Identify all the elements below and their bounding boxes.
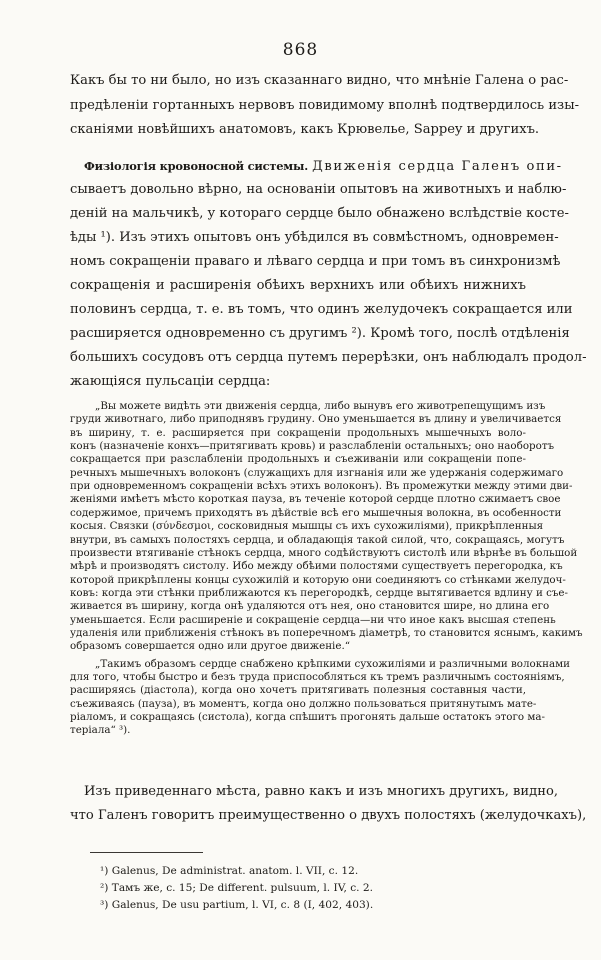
quote-line: теріала“ ³). <box>70 724 131 737</box>
section-heading: Физіологія кровоносной системы. <box>84 159 308 173</box>
quote-line: ріаломъ, и сокращаясь (систола), когда спѣшитъ прогонять дальше остатокъ этого ма- <box>70 711 545 724</box>
page-number: 868 <box>282 40 319 60</box>
quote-line: съеживаясь (пауза), въ моментъ, когда оно должно пользоваться притянутымъ мате- <box>70 697 537 710</box>
text-line: большихъ сосудовъ отъ сердца путемъ перерѣзки, онъ наблюдалъ продол- <box>70 350 587 365</box>
text-line: сываетъ довольно вѣрно, на основаніи опытовъ на животныхъ и наблю- <box>70 182 567 197</box>
quote-line: уменьшается. Если расширеніе и сокращеніе сердца—ни что иное какъ высшая степень <box>70 613 556 626</box>
text-line: половинъ сердца, т. е. въ томъ, что одинъ желудочекъ сокращается или <box>70 302 573 317</box>
quote-line: груди животнаго, либо приподнявъ грудину. Оно уменьшается въ длину и увеличивается <box>70 413 562 426</box>
quote-line: которой прикрѣплены концы сухожилій и которую они соединяютъ со стѣнками желудоч- <box>70 573 566 586</box>
quote-line: содержимое, причемъ приходятъ въ дѣйствіе всѣ его мышечныя волокна, въ особенности <box>70 506 562 519</box>
text-line: деній на мальчикѣ, у котораго сердце было обнажено вслѣдствіе косте- <box>70 206 569 221</box>
quote-line: въ ширину, т. е. расширяется при сокращеніи продольныхъ мышечныхъ воло- <box>70 426 526 439</box>
quote-line: образомъ совершается одно или другое движеніе.“ <box>70 640 350 653</box>
quote-line: „Такимъ образомъ сердце снабжено крѣпкими сухожиліями и различными волокнами <box>95 657 571 670</box>
quote-line: живается въ ширину, когда онѣ удаляются отъ нея, оно становится шире, но длина его <box>70 600 550 613</box>
quote-line: косыя. Связки (σύνδεσμοι, сосковидныя мышцы съ ихъ сухожиліями), прикрѣпленныя <box>70 520 544 533</box>
quote-line: произвести втягиваніе стѣнокъ сердца, много содѣйствуютъ систолѣ или вѣрнѣе въ большой <box>70 546 578 559</box>
footnote-divider <box>90 852 203 853</box>
footnote: ²) Тамъ же, c. 15; De different. pulsuum, l. IV, c. 2. <box>100 882 374 894</box>
text-line: номъ сокращеніи праваго и лѣваго сердца и при томъ въ синхронизмѣ <box>70 254 561 269</box>
quote-line: „Вы можете видѣть эти движенія сердца, либо вынувъ его животрепещущимъ изъ <box>95 400 546 412</box>
footnote: ¹) Galenus, De administrat. anatom. l. VII, c. 12. <box>100 865 359 877</box>
text-line: жающіяся пульсаціи сердца: <box>70 374 271 389</box>
quote-line: мѣрѣ и производятъ систолу. Ибо между обѣими полостями существуетъ перегородка, къ <box>70 560 563 573</box>
quote-line: речныхъ мышечныхъ волоконъ (служащихъ для изгнанія или же удержанія содержимаго <box>70 466 564 479</box>
quote-line: удаленія или приближенія стѣнокъ въ поперечномъ діаметрѣ, то становится яснымъ, какимъ <box>70 626 583 639</box>
section-first-line <box>84 157 563 176</box>
text-line: Какъ бы то ни было, но изъ сказаннаго видно, что мнѣніе Галена о рас- <box>70 73 569 88</box>
text-line: ѣды ¹). Изъ этихъ опытовъ онъ убѣдился въ совмѣстномъ, одновремен- <box>70 230 559 245</box>
quote-line: для того, чтобы быстро и безъ труда приспособляться къ тремъ различнымъ состояніямъ, <box>70 671 565 683</box>
text-fragment: Движенія сердца Галенъ опи- <box>312 159 563 174</box>
quote-line: сокращается при разслабленіи продольныхъ и съеживаніи или сокращеніи попе- <box>70 453 526 466</box>
text-line: предѣленіи гортанныхъ нервовъ повидимому вполнѣ подтвердилось изы- <box>70 98 580 113</box>
footnote: ³) Galenus, De usu partium, l. VI, c. 8 (I, 402, 403). <box>100 899 374 911</box>
text-line: Изъ приведеннаго мѣста, равно какъ и изъ многихъ другихъ, видно, <box>84 784 558 799</box>
text-line: расширяется одновременно съ другимъ ²). Кромѣ того, послѣ отдѣленія <box>70 326 570 341</box>
quote-line: женіями имѣетъ мѣсто короткая пауза, въ теченіе которой сердце плотно сжимаетъ свое <box>70 493 561 506</box>
quote-line: ковъ: когда эти стѣнки приближаются къ перегородкѣ, сердце вытягивается вдлину и съе- <box>70 586 569 599</box>
quote-line: при одновременномъ сокращеніи всѣхъ этихъ волоконъ). Въ промежутки между этими дви- <box>70 480 573 493</box>
quote-line: конъ (назначеніе конхъ—притягивать кровь) и разслабленіи остальныхъ; оно наоборотъ <box>70 440 555 453</box>
text-line: сканіями новѣйшихъ анатомовъ, какъ Крювелье, Sappey и другихъ. <box>70 122 540 137</box>
text-line: что Галенъ говоритъ преимущественно о двухъ полостяхъ (желудочкахъ), <box>70 808 587 823</box>
text-line: сокращенія и расширенія обѣихъ верхнихъ или обѣихъ нижнихъ <box>70 278 526 293</box>
quote-line: расширяясь (діастола), когда оно хочетъ притягивать полезныя составныя части, <box>70 684 526 697</box>
quote-line: внутри, въ самыхъ полостяхъ сердца, и обладающія такой силой, что, сокращаясь, могутъ <box>70 533 565 546</box>
